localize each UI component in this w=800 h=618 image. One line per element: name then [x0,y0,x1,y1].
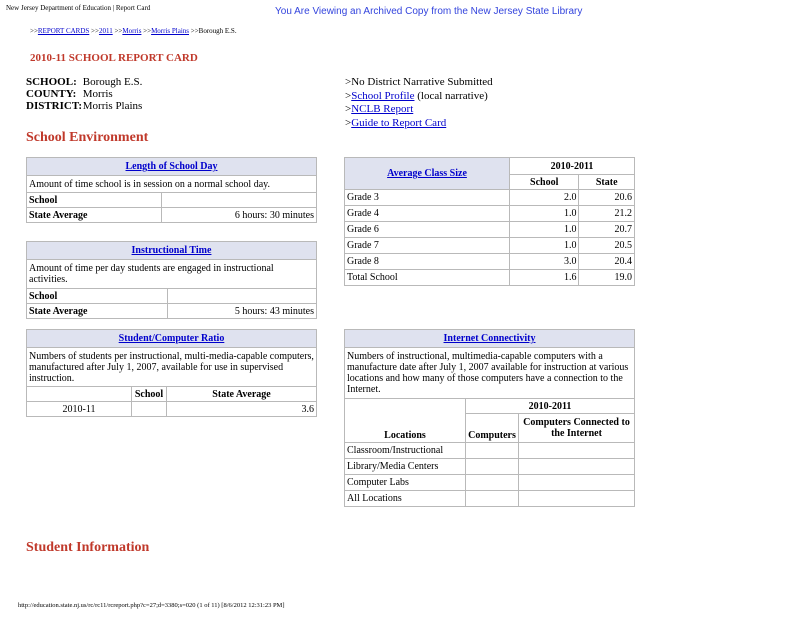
section-student-information: Student Information [26,540,150,555]
table-row [345,270,635,286]
breadcrumb-district-link[interactable]: Morris Plains [151,27,189,35]
breadcrumb-report-cards-link[interactable]: REPORT CARDS [37,27,90,35]
instructional-state-label: State Average [27,304,168,319]
guide-link[interactable]: Guide to Report Card [351,116,447,129]
instructional-school-label: School [27,289,168,304]
table-row [345,190,635,206]
internet-location: All Locations [345,491,466,507]
computer-ratio-description: Numbers of students per instructional, multi-media-capable computers, manufactured after July 1, 2007, available for use in supervised instruction. [27,348,317,387]
breadcrumb-year-link[interactable]: 2011 [98,27,113,35]
class-size-table [344,157,635,286]
footer-url: http://education.state.nj.us/rc/rc11/rcreport.php?c=27;d=3380;s=020 (1 of 11) [8/6/2012 12:31:23 PM] [18,602,285,609]
class-size-school: 2.0 [510,190,579,206]
internet-location: Library/Media Centers [345,459,466,475]
class-size-school: 3.0 [510,254,579,270]
county-label: COUNTY: [26,88,77,100]
internet-col-connected: Computers Connected to the Internet [519,414,635,443]
table-row [345,238,635,254]
internet-computers [466,459,519,475]
class-size-state: 21.2 [579,206,635,222]
breadcrumb-current: >>Borough E.S. [190,27,237,35]
length-school-label: School [27,193,162,208]
table-row [345,491,635,507]
internet-connected [519,459,635,475]
department-header: New Jersey Department of Education | Report Card [6,4,151,12]
class-size-grade: Total School [345,270,510,286]
instructional-time-description: Amount of time per day students are engaged in instructional activities. [27,260,317,289]
length-of-day-description: Amount of time school is in session on a normal school day. [27,176,317,193]
nclb-report-link[interactable]: NCLB Report [351,103,414,115]
class-size-school: 1.6 [510,270,579,286]
computer-ratio-link[interactable]: Student/Computer Ratio [118,333,225,344]
class-size-state: 20.7 [579,222,635,238]
breadcrumb-county-link[interactable]: Morris [122,27,142,35]
internet-connected [519,443,635,459]
class-size-grade: Grade 7 [345,238,510,254]
report-links: >No District Narrative Submitted >School Profile (local narrative) >NCLB Report >Guide to Report Card [345,76,493,129]
length-state-label: State Average [27,208,162,223]
instructional-time-table [26,241,317,319]
internet-location: Computer Labs [345,475,466,491]
internet-description: Numbers of instructional, multimedia-capable computers with a manufacture date after July 1, 2007 available for instruction at various locations and how many of those computers have a connection to the Internet. [345,348,635,399]
internet-col-computers: Computers [466,414,519,443]
computer-ratio-table [26,329,317,417]
district-label: DISTRICT: [26,100,83,112]
length-state-value: 6 hours: 30 minutes [162,208,317,223]
class-size-state: 20.5 [579,238,635,254]
table-row [345,206,635,222]
internet-computers [466,491,519,507]
district-name: Morris Plains [82,100,143,112]
school-profile-link[interactable]: School Profile [351,89,415,102]
ratio-col-state: State Average [167,387,317,402]
length-of-day-table [26,157,317,223]
archived-notice: You Are Viewing an Archived Copy from the New Jersey State Library [275,6,583,17]
length-of-day-link[interactable]: Length of School Day [125,161,218,172]
class-size-col-state: State [579,175,635,190]
internet-computers [466,443,519,459]
instructional-time-link[interactable]: Instructional Time [131,245,212,256]
class-size-state: 20.4 [579,254,635,270]
table-row [345,254,635,270]
class-size-grade: Grade 3 [345,190,510,206]
ratio-state-value: 3.6 [167,402,317,417]
class-size-state: 20.6 [579,190,635,206]
class-size-state: 19.0 [579,270,635,286]
class-size-col-school: School [510,175,579,190]
internet-year: 2010-2011 [466,399,635,414]
narrative-note: >No District Narrative Submitted [345,76,493,88]
internet-connected [519,475,635,491]
school-name: Borough E.S. [82,76,143,88]
page-title: 2010-11 SCHOOL REPORT CARD [30,52,198,64]
instructional-school-value [168,289,317,304]
class-size-school: 1.0 [510,222,579,238]
table-row [345,459,635,475]
ratio-school-value [132,402,167,417]
breadcrumb: >>REPORT CARDS >>2011 >>Morris >>Morris Plains >>Borough E.S. [30,27,237,35]
school-label: SCHOOL: [26,76,77,88]
ratio-col-school: School [132,387,167,402]
length-school-value [162,193,317,208]
class-size-grade: Grade 4 [345,206,510,222]
school-info [26,76,142,112]
internet-link[interactable]: Internet Connectivity [443,333,536,344]
table-row [345,475,635,491]
internet-connected [519,491,635,507]
class-size-school: 1.0 [510,238,579,254]
internet-location: Classroom/Instructional [345,443,466,459]
class-size-grade: Grade 8 [345,254,510,270]
instructional-state-value: 5 hours: 43 minutes [168,304,317,319]
table-row [345,443,635,459]
county-name: Morris [82,88,113,100]
section-school-environment: School Environment [26,130,149,145]
internet-col-locations: Locations [345,399,466,443]
table-row [345,222,635,238]
class-size-link[interactable]: Average Class Size [387,168,467,179]
class-size-school: 1.0 [510,206,579,222]
internet-table [344,329,635,507]
internet-computers [466,475,519,491]
class-size-grade: Grade 6 [345,222,510,238]
ratio-year: 2010-11 [27,402,132,417]
class-size-year: 2010-2011 [510,158,635,175]
